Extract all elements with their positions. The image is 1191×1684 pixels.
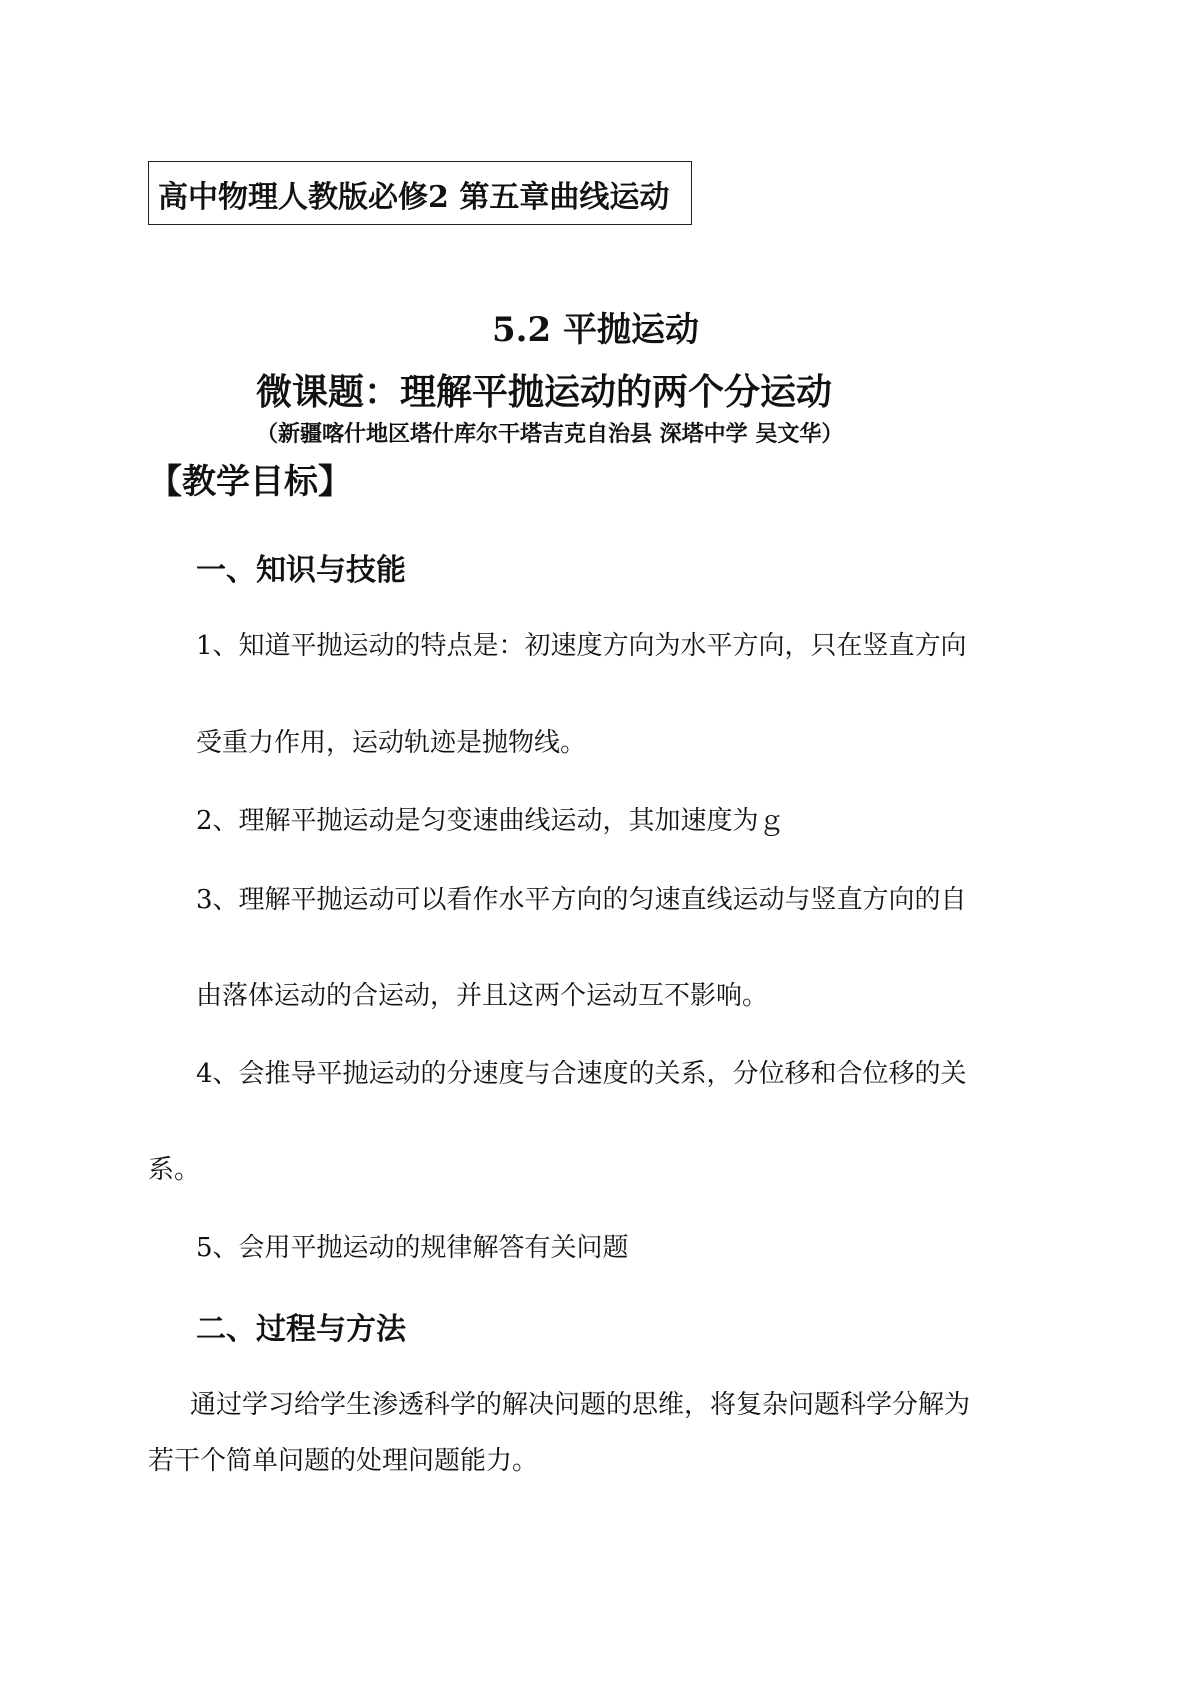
author-line: （新疆喀什地区塔什库尔干塔吉克自治县 深塔中学 吴文华） (256, 421, 844, 447)
header-box-text: 高中物理人教版必修2 第五章曲线运动 (158, 180, 670, 215)
paragraph-line: 1、知道平抛运动的特点是：初速度方向为水平方向，只在竖直方向 (196, 631, 967, 661)
paragraph-line: 系。 (148, 1155, 201, 1185)
paragraph-line: 若干个简单问题的处理问题能力。 (148, 1446, 539, 1476)
paragraph-line: 4、会推导平抛运动的分速度与合速度的关系，分位移和合位移的关 (196, 1059, 967, 1089)
paragraph-line: 由落体运动的合运动，并且这两个运动互不影响。 (196, 981, 769, 1011)
document-title: 5.2 平抛运动 (492, 310, 699, 350)
paragraph-line: 2、理解平抛运动是匀变速曲线运动，其加速度为ｇ (196, 806, 785, 836)
paragraph-line: 受重力作用，运动轨迹是抛物线。 (196, 728, 587, 758)
paragraph-line: 通过学习给学生渗透科学的解决问题的思维，将复杂问题科学分解为 (190, 1390, 971, 1420)
section-heading-teaching-goals: 【教学目标】 (148, 462, 352, 502)
subheading-knowledge-skills: 一、知识与技能 (196, 553, 406, 588)
paragraph-line: 5、会用平抛运动的规律解答有关问题 (196, 1233, 629, 1263)
document-subtitle: 微课题：理解平抛运动的两个分运动 (256, 371, 833, 413)
subheading-process-methods: 二、过程与方法 (196, 1312, 406, 1347)
paragraph-line: 3、理解平抛运动可以看作水平方向的匀速直线运动与竖直方向的自 (196, 885, 967, 915)
